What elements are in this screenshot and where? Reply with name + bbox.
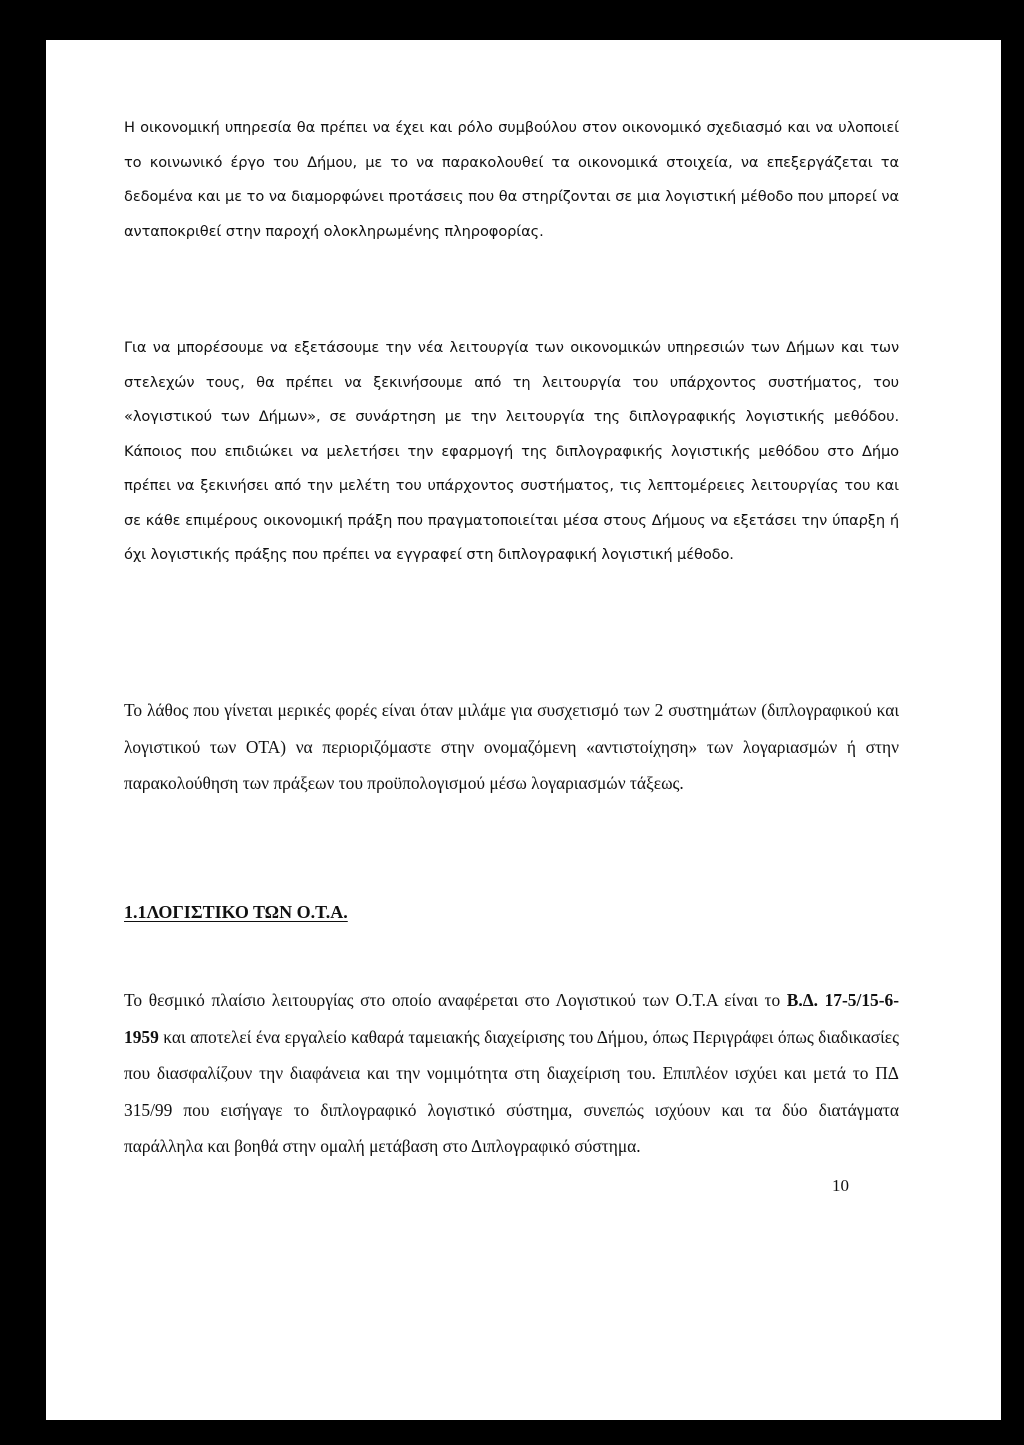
document-page (46, 40, 1001, 1420)
section-heading: 1.1ΛΟΓΙΣΤΙΚΟ ΤΩΝ Ο.Τ.Α. (124, 902, 348, 922)
paragraph-new-operation: Για να μπορέσουμε να εξετάσουμε την νέα λειτουργία των οικονομικών υπηρεσιών των Δήμων και των στελεχών τους, θα πρέπει να ξεκινήσουμε από τη λειτουργία του υπάρχοντος συστήματος, του «λογιστικού των Δήμων», σε συνάρτηση με την λειτουργία της διπλογραφικής λογιστικής μεθόδου. Κάποιος που επιδιώκει να μελετήσει την εφαρμογή της διπλογραφικής λογιστικής μεθόδου στο Δήμο πρέπει να ξεκινήσει από την μελέτη του υπάρχοντος συστήματος, τις λεπτομέρειες λειτουργίας του και σε κάθε επιμέρους οικονομική πράξη που πραγματοποιείται μέσα στους Δήμους να εξετάσει την ύπαρξη ή όχι λογιστικής πράξης που πρέπει να εγγραφεί στη διπλογραφική λογιστική μέθοδο. (124, 339, 899, 563)
paragraph-financial-service-role: Η οικονομική υπηρεσία θα πρέπει να έχει και ρόλο συμβούλου στον οικονομικό σχεδιασμό και να υλοποιεί το κοινωνικό έργο του Δήμου, με το να παρακολουθεί τα οικονομικά στοιχεία, να επεξεργάζεται τα δεδομένα και με το να διαμορφώνει προτάσεις που θα στηρίζονται σε μια λογιστική μέθοδο που μπορεί να ανταποκριθεί στην παροχή ολοκληρωμένης πληροφορίας. (124, 119, 899, 240)
decree-reference: Β.Δ. 17-5/15-6-1959 (124, 990, 899, 1047)
page-number: 10 (832, 1176, 849, 1195)
paragraph-text-end: και αποτελεί ένα εργαλείο καθαρά ταμειακής διαχείρισης του Δήμου, όπως Περιγράφει όπως διαδικασίες που διασφαλίζουν την διαφάνεια και την νομιμότητα στη διαχείριση του. Επιπλέον ισχύει και μετά το ΠΔ 315/99 που εισήγαγε το διπλογραφικό λογιστικό σύστημα, συνεπώς ισχύουν και τα δύο διατάγματα παράλληλα και βοηθά στην ομαλή μετάβαση στο Διπλογραφικό σύστημα. (124, 1026, 899, 1157)
paragraph-text-start: Το θεσμικό πλαίσιο λειτουργίας στο οποίο αναφέρεται στο Λογιστικού των Ο.Τ.Α είναι το (124, 990, 787, 1010)
paragraph-institutional-framework (124, 982, 899, 1165)
paragraph-common-mistake: Το λάθος που γίνεται μερικές φορές είναι όταν μιλάμε για συσχετισμό των 2 συστημάτων (διπλογραφικού και λογιστικού των ΟΤΑ) να περιοριζόμαστε στην ονομαζόμενη «αντιστοίχηση» των λογαριασμών ή στην παρακολούθηση των πράξεων του προϋπολογισμού μέσω λογαριασμών τάξεως. (124, 700, 899, 794)
